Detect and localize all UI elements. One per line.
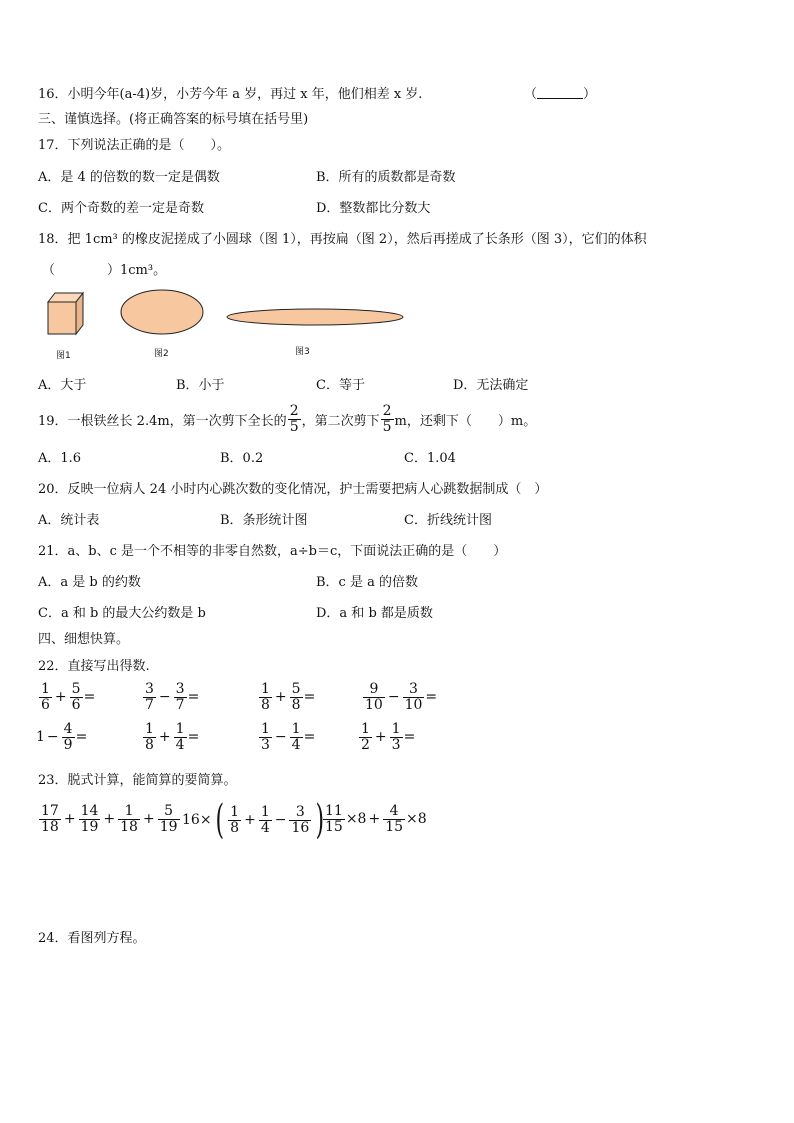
- q20-stem: 20．反映一位病人 24 小时内心跳次数的变化情况，护士需要把病人心跳数据制成（ ）: [38, 482, 548, 497]
- q23-stem: 23．脱式计算，能简算的要简算。: [38, 773, 237, 788]
- q19-part2: ，第二次剪下: [301, 413, 380, 429]
- q22-expr-1: $\frac{1}{6}$ + $\frac{5}{6}$ =: [41, 681, 96, 713]
- q22-expr-5: 1 − $\frac{4}{9}$ =: [36, 721, 88, 753]
- q16-paren-close: ）: [583, 87, 597, 102]
- q16-answer-blank[interactable]: [524, 83, 596, 102]
- q20-option-b[interactable]: B．条形统计图: [220, 513, 308, 528]
- q22-expr-6: $\frac{1}{8}$ + $\frac{1}{4}$ =: [145, 721, 200, 753]
- q17-option-c[interactable]: C．两个奇数的差一定是奇数: [38, 201, 204, 216]
- q19-option-a[interactable]: A．1.6: [38, 451, 82, 466]
- q19-fraction-1: $\frac{2}{5}$: [289, 402, 299, 435]
- q19-option-c[interactable]: C．1.04: [404, 451, 456, 466]
- q21-option-a[interactable]: A．a 是 b 的约数: [38, 575, 141, 590]
- section-4-heading: 四、细想快算。: [38, 632, 130, 647]
- q22-expr-8: $\frac{1}{2}$ + $\frac{1}{3}$ =: [361, 721, 416, 753]
- q18-figures: [40, 286, 410, 358]
- q19-option-b[interactable]: B．0.2: [220, 451, 264, 466]
- q17-option-b[interactable]: B．所有的质数都是奇数: [316, 170, 456, 185]
- section-3-heading: 三、谨慎选择。(将正确答案的标号填在括号里): [38, 112, 309, 127]
- answer-line: [537, 88, 583, 99]
- q19-part1: 19．一根铁丝长 2.4m，第一次剪下全长的: [38, 413, 287, 429]
- flattened-ball-figure: [121, 290, 203, 334]
- q21-option-d[interactable]: D．a 和 b 都是质数: [316, 606, 433, 621]
- q22-expr-2: $\frac{3}{7}$ − $\frac{3}{7}$ =: [145, 681, 200, 713]
- q20-option-a[interactable]: A．统计表: [38, 513, 100, 528]
- q22-expr-7: $\frac{1}{3}$ − $\frac{1}{4}$ =: [261, 721, 316, 753]
- q21-option-c[interactable]: C．a 和 b 的最大公约数是 b: [38, 606, 206, 621]
- q20-option-c[interactable]: C．折线统计图: [404, 513, 492, 528]
- q22-expr-3: $\frac{1}{8}$ + $\frac{5}{8}$ =: [261, 681, 316, 713]
- cube-figure: [48, 293, 83, 334]
- q18-stem-line2: （ ）1cm³。: [42, 263, 167, 278]
- q21-option-b[interactable]: B．c 是 a 的倍数: [316, 575, 418, 590]
- q18-option-c[interactable]: C．等于: [316, 378, 365, 393]
- fig2-label: 图2: [154, 349, 169, 359]
- q23-expr-3: $\frac{11}{15}$ ×8 + $\frac{4}{15}$ ×8: [325, 803, 427, 835]
- long-strip-figure: [227, 309, 403, 325]
- q18-stem: 18．把 1cm³ 的橡皮泥搓成了小圆球（图 1），再按扁（图 2），然后再搓成了长条形（图 3），它们的体积: [38, 232, 647, 247]
- q16-paren-open: （: [524, 87, 538, 102]
- q16-text: 16．小明今年(a-4)岁，小芳今年 a 岁，再过 x 年，他们相差 x 岁.: [38, 87, 423, 102]
- q17-option-a[interactable]: A．是 4 的倍数的数一定是偶数: [38, 170, 220, 185]
- q18-option-d[interactable]: D．无法确定: [453, 378, 529, 393]
- q23-expr-1: $\frac{17}{18}$ + $\frac{14}{19}$ + $\frac{1}{18}$ + $\frac{5}{19}$: [41, 803, 178, 835]
- q17-option-d[interactable]: D．整数都比分数大: [316, 201, 431, 216]
- q22-stem: 22．直接写出得数.: [38, 659, 150, 674]
- q23-expr-2: 16× ( $\frac{1}{8}$ + $\frac{1}{4}$ − $\frac{3}{16}$ ): [182, 797, 325, 843]
- q18-option-b[interactable]: B．小于: [176, 378, 225, 393]
- q21-stem: 21．a、b、c 是一个不相等的非零自然数，a÷b＝c，下面说法正确的是（ ）: [38, 544, 507, 559]
- q24-stem: 24．看图列方程。: [38, 931, 146, 946]
- q17-stem: 17．下列说法正确的是（ ）。: [38, 138, 231, 153]
- q19-stem: [38, 400, 536, 438]
- q18-option-a[interactable]: A．大于: [38, 378, 87, 393]
- q19-part3: m，还剩下（ ）m。: [394, 413, 537, 429]
- q22-expr-4: $\frac{9}{10}$ − $\frac{3}{10}$ =: [365, 681, 438, 713]
- q19-fraction-2: $\frac{2}{5}$: [382, 402, 392, 435]
- fig1-label: 图1: [56, 351, 71, 361]
- fig3-label: 图3: [295, 347, 310, 357]
